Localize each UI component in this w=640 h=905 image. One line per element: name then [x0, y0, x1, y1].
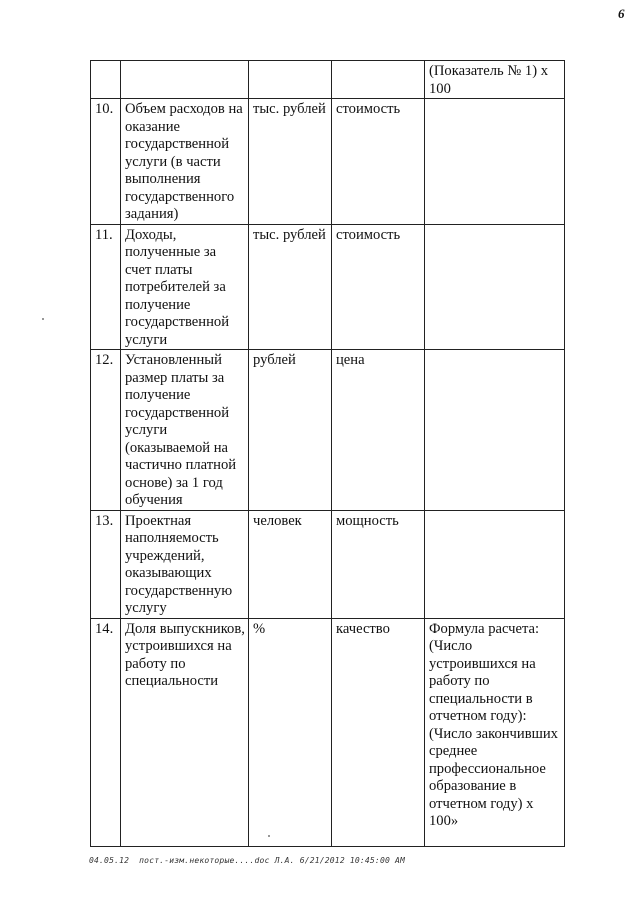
unit-cell: тыс. рублей [249, 224, 332, 350]
unit-cell: % [249, 618, 332, 846]
indicator-type-cell [332, 61, 425, 99]
row-number-cell: 12. [91, 350, 121, 511]
formula-cell: Формула расчета: (Число устроившихся на работу по специальности в отчетном году): (Число закончивших среднее профессиональное образование в отчетном году) x 100» [425, 618, 565, 846]
row-number-cell: 14. [91, 618, 121, 846]
indicator-type-cell: мощность [332, 510, 425, 618]
scan-speck [42, 318, 44, 320]
table-row [91, 350, 565, 511]
indicator-name-cell: Доходы, полученные за счет платы потребителей за получение государственной услуги [121, 224, 249, 350]
indicator-type-cell: стоимость [332, 224, 425, 350]
table-row [91, 618, 565, 846]
indicator-type-cell: цена [332, 350, 425, 511]
row-number-cell: 10. [91, 99, 121, 225]
unit-cell [249, 61, 332, 99]
indicator-name-cell: Установленный размер платы за получение государственной услуги (оказываемой на частично платной основе) за 1 год обучения [121, 350, 249, 511]
formula-cell [425, 350, 565, 511]
table-row [91, 224, 565, 350]
scan-speck [268, 835, 270, 837]
unit-cell: человек [249, 510, 332, 618]
document-footer: 04.05.12 пост.-изм.некоторые....doc Л.А. 6/21/2012 10:45:00 AM [89, 856, 406, 865]
formula-cell [425, 99, 565, 225]
unit-cell: рублей [249, 350, 332, 511]
table-row [91, 61, 565, 99]
indicator-type-cell: качество [332, 618, 425, 846]
formula-cell [425, 510, 565, 618]
unit-cell: тыс. рублей [249, 99, 332, 225]
row-number-cell: 13. [91, 510, 121, 618]
formula-cell [425, 224, 565, 350]
table-row [91, 510, 565, 618]
page-number: 6 [618, 6, 625, 21]
indicator-name-cell [121, 61, 249, 99]
formula-cell: (Показатель № 1) x 100 [425, 61, 565, 99]
row-number-cell: 11. [91, 224, 121, 350]
indicators-table [90, 60, 565, 847]
indicator-name-cell: Доля выпускников, устроившихся на работу по специальности [121, 618, 249, 846]
indicator-name-cell: Объем расходов на оказание государственной услуги (в части выполнения государственного задания) [121, 99, 249, 225]
row-number-cell [91, 61, 121, 99]
indicator-type-cell: стоимость [332, 99, 425, 225]
indicator-name-cell: Проектная наполняемость учреждений, оказывающих государственную услугу [121, 510, 249, 618]
table-row [91, 99, 565, 225]
